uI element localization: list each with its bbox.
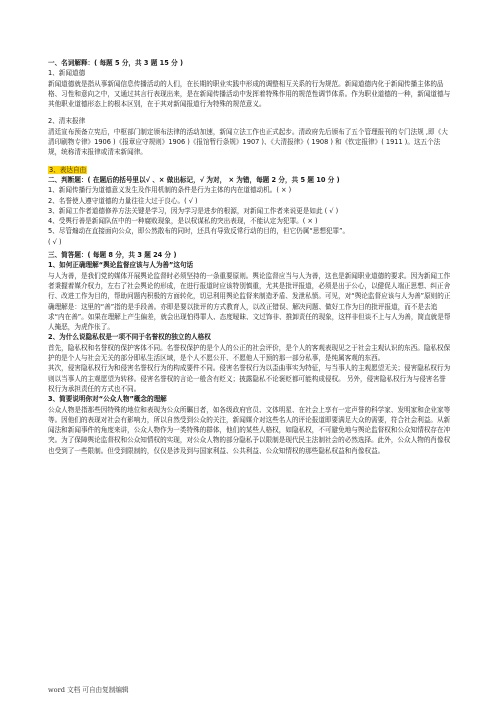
section-3-title: 三、简答题：( 每题 8 分，共 3 题 24 分 ) xyxy=(48,251,177,260)
term-2-body: 清廷宣布预备立宪后，中枢部门制定颁布法律的活动加速，新闻立法工作也正式起步。清政府先后颁布了五个管理报刊的专门法规 ,即《大清印刷物专律》1906 )《报章应守规则》1906 )《报馆暂行条规》1907 )、《大清报律》( 1908 ) 和《钦定报律》( 1911 )。这五个法规，统称清末报律或清末新闻律。 xyxy=(48,127,448,157)
short-answer-2-body-2: 其次，侵害隐私权行为和侵害名誉权行为的构成要件不同。侵害名誉权行为以歪曲事实为特征，与当事人的主观愿望无关；侵害隐私权行为则以当事人的主观愿望为转移。侵害名誉权的言论一般含有贬义；披露隐私不论褒贬都可能构成侵权。 另外，侵害隐私权行为与侵害名誉权行为承担责任的方式也不同。 xyxy=(48,364,451,393)
highlighted-term-3: 3、表达自由 xyxy=(49,165,87,174)
term-2-title: 2、清末报律 xyxy=(48,117,86,126)
short-answer-1-title: 1、如何正确理解“舆论监督应该与人为善”这句话 xyxy=(48,261,194,270)
section-1-title: 一、名词解释：( 每题 5 分，共 3 题 15 分 ) xyxy=(48,59,184,67)
judgement-2: 2、名誉使人遵守道德的力量往往大过于良心。( √ ) xyxy=(48,196,198,205)
term-3-title xyxy=(48,165,452,175)
judgement-1: 1、新闻传播行为道德意义发生及作用机制的条件是行为主体的内在道德动机。( × ) xyxy=(48,186,292,195)
judgement-4: 4、受舆行善是新闻队伍中的一种腐败现象，是以权谋私的突出表现，不能认定为犯罪。( × ) xyxy=(48,217,318,226)
short-answer-3-body: 公众人物是指那些因特殊的地位和表现为公众所瞩目者，如各级政府官员、文体明星、在社会上享有一定声誉的科学家、发明家和企业家等等。因他们的表现对社会有影响力，所以自然受到公众的关注，新闻媒介对这些名人的评论报道即要满足大众的需要，符合社会利益。从新闻法和新闻事件的角度来讲，公众人物作为一类特殊的群体，他们的某些人格权，如隐私权，不可避免地与舆论监督权和公众知情权存在冲突。为了保障舆论监督权和公众知情权的实现，对公众人物的部分隐私予以限制是现代民主法制社会的必然选择。此外，公众人物的肖像权也受到了一些限制。但受到限制的，仅仅是涉及到与国家利益、公共利益、公众知情权的那些隐私权益和肖像权益。 xyxy=(48,405,451,455)
short-answer-2-title: 2、为什么说隐私权是一项不同于名誉权的独立的人格权 xyxy=(48,333,211,342)
term-1-title: 1、新闻道德 xyxy=(48,69,86,78)
section-2-title: 二、判断题：( 在题后的括号里以√ 、× 做出标记，√ 为对， × 为错，每题 2 分，共 5 题 10 分 ) xyxy=(48,175,340,184)
judgement-3: 3、新闻工作者道德修养方法关键是学习，因为学习是进步的根源，对新闻工作者来说更是如此 ( √ ) xyxy=(48,206,339,215)
short-answer-1-body: 与人为善，是我们党的媒体开展舆论监督时必须坚持的一条重要原则。舆论监督应当与人为善，这也是新闻职业道德的要求。因为新闻工作者秉握着媒介权力，左右了社会舆论的形成，在进行报道时应该特别慎重，尤其是批评报道，必须是出于公心，以健促人端正思想、纠正舍行、改进工作为目的，帮助问题内积极的方面转化，切忌利用舆论监督来制造矛盾、发泄私愤。可见，对“舆论监督应该与人为善”原则的正确理解是：这里的“善”指的是手段善。亦即是要以批评的方式教育人，以改正错误、解决问题、做好工作为目的批评报道，而不是去追求“内在善”。如果在理解上产生偏差，就会出现怕得罪人、态度暧昧、文过饰非、推卸责任的现象，这样非但谈不上与人为善，简直就是帮人掩恶，为虎作伥了。 xyxy=(48,271,451,332)
document-content xyxy=(48,58,452,456)
judgement-5-answer: ( √ ) xyxy=(48,237,62,246)
short-answer-3-title: 3、简要说明你对“公众人物”概念的理解 xyxy=(48,395,167,404)
short-answer-2-body-1: 首先，隐私权和名誉权的保护客体不同。名誉权保护的是个人的公正的社会评价，是个人的客观表现见之于社会主观认识的东西。隐私权保护的是个人与社会无关的部分即私生活区域，是个人不愿公开、不愿他人干预的那一部分私事，是纯属客观的东西。 xyxy=(48,343,451,363)
footer-note: word 文档 可自由复制编辑 xyxy=(48,686,129,694)
judgement-5: 5、尽管煽动在直接面向公众，即公然散布的同时，还具有导致反常行动的目的，但它仍属“思想犯罪”。 xyxy=(48,227,350,236)
term-1-body: 新闻道德就是指从事新闻信息传播活动的人们，在长期的职业实践中形成的调整相互关系的行为规范。新闻道德内化于新闻传播主体的品格、习性和意向之中，又通过其言行表现出来，是在新闻传播活动中发挥着特殊作用的规范性调节体系。作为职业道德的一种，新闻道德与其他职业道德形态上的根本区别，在于其对新闻报道行为特殊的规范意义。 xyxy=(48,79,451,109)
